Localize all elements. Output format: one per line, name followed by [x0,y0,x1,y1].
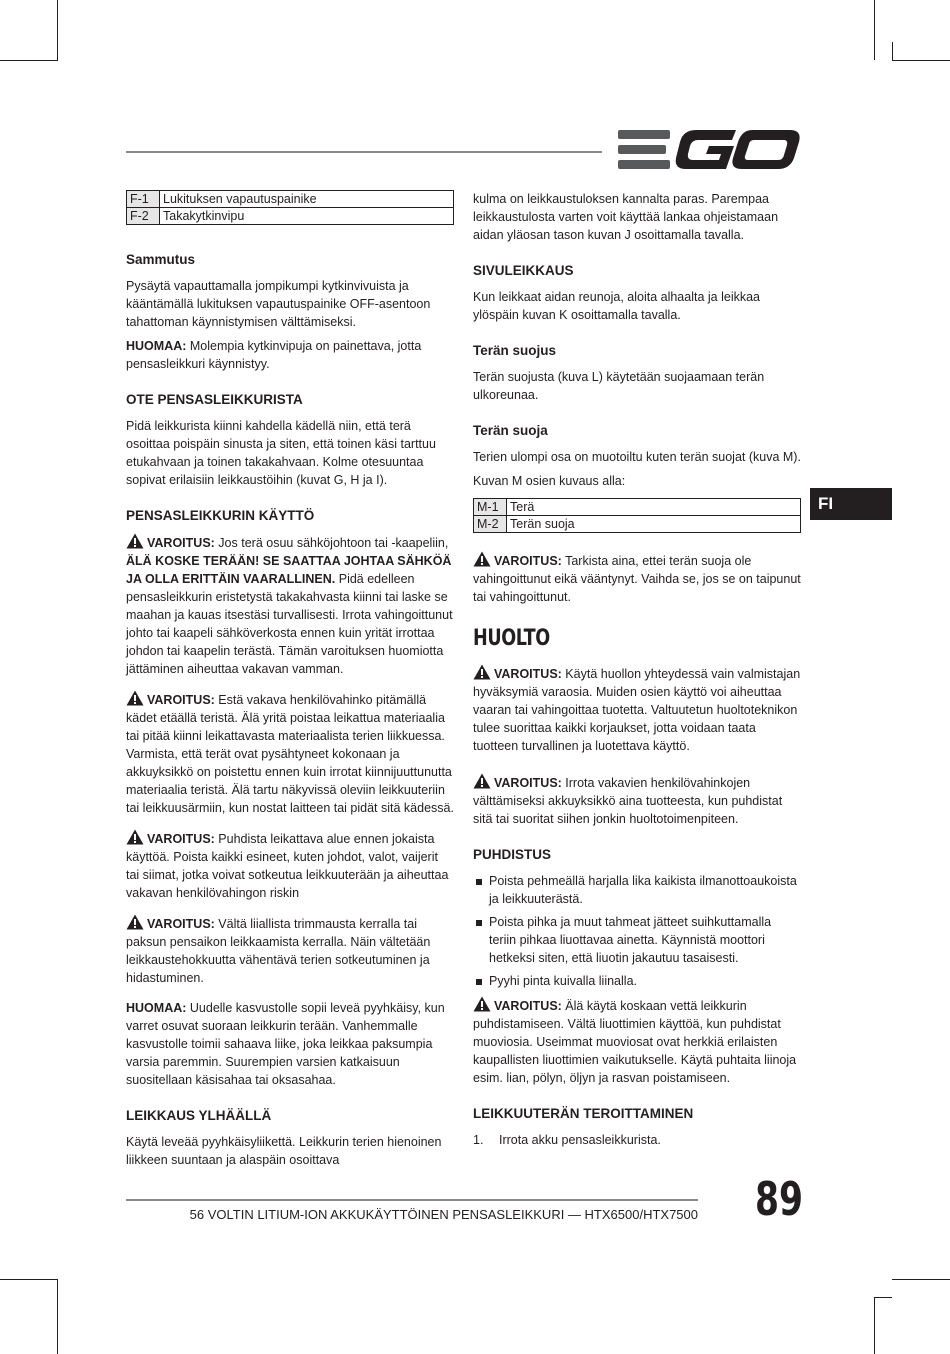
list-item [473,1131,801,1149]
crop-mark [57,0,58,60]
paragraph: kulma on leikkaustuloksen kannalta paras. Parempaa leikkaustulosta varten voit käyttää lankaa ohjeistamaan aidan yläosan tason kuvan J osoittamalla tavalla. [473,192,779,242]
note-label: HUOMAA: [126,1001,187,1015]
warning-label: VAROITUS: [494,554,562,568]
warning-caps: ÄLÄ KOSKE TERÄÄN! SE SAATTAA JOHTAA SÄHKÖÄ JA OLLA ERITTÄIN VAARALLINEN. [126,554,452,586]
warning [473,996,801,1087]
part-label: Lukituksen vapautuspainike [160,191,454,208]
language-tab: FI [810,488,892,520]
section-heading-teran-suoja: Terän suoja [473,423,548,438]
list-item: Poista pehmeällä harjalla lika kaikista ilmanottoaukoista ja leikkuuterästä. [473,872,801,908]
section-title-huolto: HUOLTO [473,626,550,651]
crop-mark [57,1279,58,1354]
paragraph: Terien ulompi osa on muotoiltu kuten terän suojat (kuva M). [473,450,801,464]
section-heading-sivuleikkaus: SIVULEIKKAUS [473,263,574,278]
part-label: Terän suoja [507,516,801,533]
footer-rule [126,1199,698,1201]
warning-label: VAROITUS: [494,667,562,681]
warning [126,533,454,678]
table-row [127,191,454,208]
paragraph: Kuvan M osien kuvaus alla: [473,474,626,488]
warning [473,551,801,606]
warning [126,914,454,987]
note-text: Uudelle kasvustolle sopii leveä pyyhkäisy, kun varret osuvat suoraan leikkurin terään. Vanhemmalle kasvustolle toimii sahaava liike, joka leikkaa paksumpia varsia paremmin. Suurempien varsien katkaisuun suositellaan käsisahaa tai oksasahaa. [126,1001,445,1087]
warning-icon [473,664,491,680]
table-row [474,516,801,533]
step-text: Irrota akku pensasleikkurista. [499,1133,661,1147]
warning-icon [126,533,144,549]
warning-icon [473,996,491,1012]
section-heading-teroittaminen: LEIKKUUTERÄN TEROITTAMINEN [473,1106,694,1121]
paragraph: Kun leikkaat aidan reunoja, aloita alhaalta ja leikkaa ylöspäin kuvan K osoittamalla tavalla. [473,290,760,322]
section-heading-ylhaalla: LEIKKAUS YLHÄÄLLÄ [126,1108,272,1123]
page-number: 89 [755,1172,804,1226]
warning-text: Tarkista aina, ettei terän suoja ole vahingoittunut eikä vääntynyt. Vaihda se, jos se on taipunut tai vahingoittunut. [473,554,801,604]
part-label: Takakytkinvipu [160,208,454,225]
note-label: HUOMAA: [126,339,187,353]
warning-label: VAROITUS: [147,832,215,846]
crop-mark [874,1297,875,1354]
warning-text: Puhdista leikattava alue ennen jokaista käyttöä. Poista kaikki esineet, kuten johdot, valot, vaijerit tai siimat, jotka voivat sotkeutua leikkuuterään ja aiheuttaa vakavan henkilövahingon riskin [126,832,449,900]
section-heading-ote: OTE PENSASLEIKKURISTA [126,392,303,407]
warning-text: Käytä huollon yhteydessä vain valmistajan hyväksymiä varaosia. Muiden osien käyttö voi aiheuttaa vaaran tai vahingoittaa tuotetta. Valtuutetun huoltoteknikon tulee suorittaa kaikki korjaukset, jotta voidaan taata tuotteen turvallinen ja luotettava käyttö. [473,667,801,753]
crop-mark [892,1279,950,1280]
warning [126,829,454,902]
warning-text: Jos terä osuu sähköjohtoon tai -kaapeliin, [214,536,449,550]
table-row [127,208,454,225]
note [126,999,454,1089]
warning-icon [126,829,144,845]
warning-text: Älä käytä koskaan vettä leikkurin puhdistamiseen. Vältä liuottimien käyttöä, kun puhdistat muoviosia. Useimmat muoviosat ovat herkkiä erilaisten kaupallisten liuottimien vaikutukselle. Käytä puhtaita liinoja esim. lian, pölyn, öljyn ja rasvan poistamiseen. [473,999,797,1085]
header-rule [126,151,602,153]
crop-mark [892,60,950,61]
part-label: Terä [507,499,801,516]
warning-icon [126,914,144,930]
warning [473,664,801,755]
warning-label: VAROITUS: [147,693,215,707]
warning-text: Pidä edelleen pensasleikkurin eristetystä takakahvasta kiinni tai laske se maahan ja kauas itsestäsi turvallisesti. Irrota vahingoittunut johto tai kaapeli sähköverkosta ennen kuin yrität irrottaa johdon tai kaapelin terästä. Tämän varoituksen huomiotta jättäminen aiheuttaa vakavan vamman. [126,572,453,676]
crop-mark [874,0,875,60]
warning-icon [473,551,491,567]
parts-table-f [126,190,454,225]
section-heading-sammutus: Sammutus [126,252,196,267]
right-column [473,190,801,1149]
warning-label: VAROITUS: [147,917,215,931]
warning-label: VAROITUS: [494,999,562,1013]
warning-text: Vältä liiallista trimmausta kerralla tai paksun pensaikon leikkaamista kerralla. Näin vältetään leikkaustehokkuutta vähentävä terien sotkeutuminen ja hidastuminen. [126,917,431,985]
part-code: F-2 [127,208,160,225]
warning-icon [126,690,144,706]
warning-label: VAROITUS: [494,776,562,790]
warning [473,773,801,828]
section-heading-teran-suojus: Terän suojus [473,343,557,358]
part-code: M-2 [474,516,507,533]
note [126,337,454,373]
footer-title: 56 VOLTIN LITIUM-ION AKKUKÄYTTÖINEN PENSASLEIKKURI — HTX6500/HTX7500 [189,1207,698,1222]
parts-table-m [473,498,801,533]
part-code: F-1 [127,191,160,208]
paragraph: Käytä leveää pyyhkäisyliikettä. Leikkurin terien hienoinen liikkeen suuntaan ja alaspäin osoittava [126,1135,442,1167]
crop-mark [0,60,58,61]
paragraph: Pysäytä vapauttamalla jompikumpi kytkinvivuista ja kääntämällä lukituksen vapautuspainike OFF-asentoon tahattoman käynnistymisen välttämiseksi. [126,279,431,329]
warning-text: Irrota vakavien henkilövahinkojen välttämiseksi akkuyksikkö aina tuotteesta, kun puhdistat sitä tai suoritat siihen jonkin huoltotoimenpiteen. [473,776,783,826]
cleaning-list [473,872,801,990]
table-row [474,499,801,516]
warning-text: Estä vakava henkilövahinko pitämällä kädet etäällä teristä. Älä yritä poistaa leikattua materiaalia tai pitää kiinni leikattavasta materiaalista terien liikkuessa. Varmista, että terät ovat pysähtyneet kokonaan ja akkuyksikkö on poistettu ennen kuin irrotat kiinnijuuttunutta materiaalia teristä. Älä tartu näkyvissä oleviin leikkuuteriin tai leikkuusärmiin, kun nostat laitteen tai pidät sitä kädessä. [126,693,454,815]
warning-label: VAROITUS: [147,536,215,550]
section-heading-kaytto: PENSASLEIKKURIN KÄYTTÖ [126,508,315,523]
list-item: Poista pihka ja muut tahmeat jätteet suihkuttamalla teriin pihkaa liuottavaa ainetta. Käynnistä moottori hetkeksi siten, että liuotin jakautuu tasaisesti. [473,913,801,967]
crop-mark [874,1297,892,1298]
paragraph: Pidä leikkurista kiinni kahdella kädellä niin, että terä osoittaa poispäin sinusta ja siten, että toinen käsi tarttuu etukahvaan ja toinen takakahvaan. Kolme otesuuntaa sopivat erilaisiin leikkaustöihin (kuvat G, H ja I). [126,419,436,487]
note-text: Molempia kytkinvipuja on painettava, jotta pensasleikkuri käynnistyy. [126,339,422,371]
section-heading-puhdistus: PUHDISTUS [473,847,552,862]
paragraph: Terän suojusta (kuva L) käytetään suojaamaan terän ulkoreunaa. [473,370,765,402]
step-number: 1. [473,1133,484,1147]
list-item: Pyyhi pinta kuivalla liinalla. [473,972,801,990]
warning [126,690,454,817]
left-column [126,190,454,1175]
sharpening-steps [473,1131,801,1149]
crop-mark [892,42,893,60]
part-code: M-1 [474,499,507,516]
crop-mark [0,1279,58,1280]
warning-icon [473,773,491,789]
ego-logo [618,128,800,172]
